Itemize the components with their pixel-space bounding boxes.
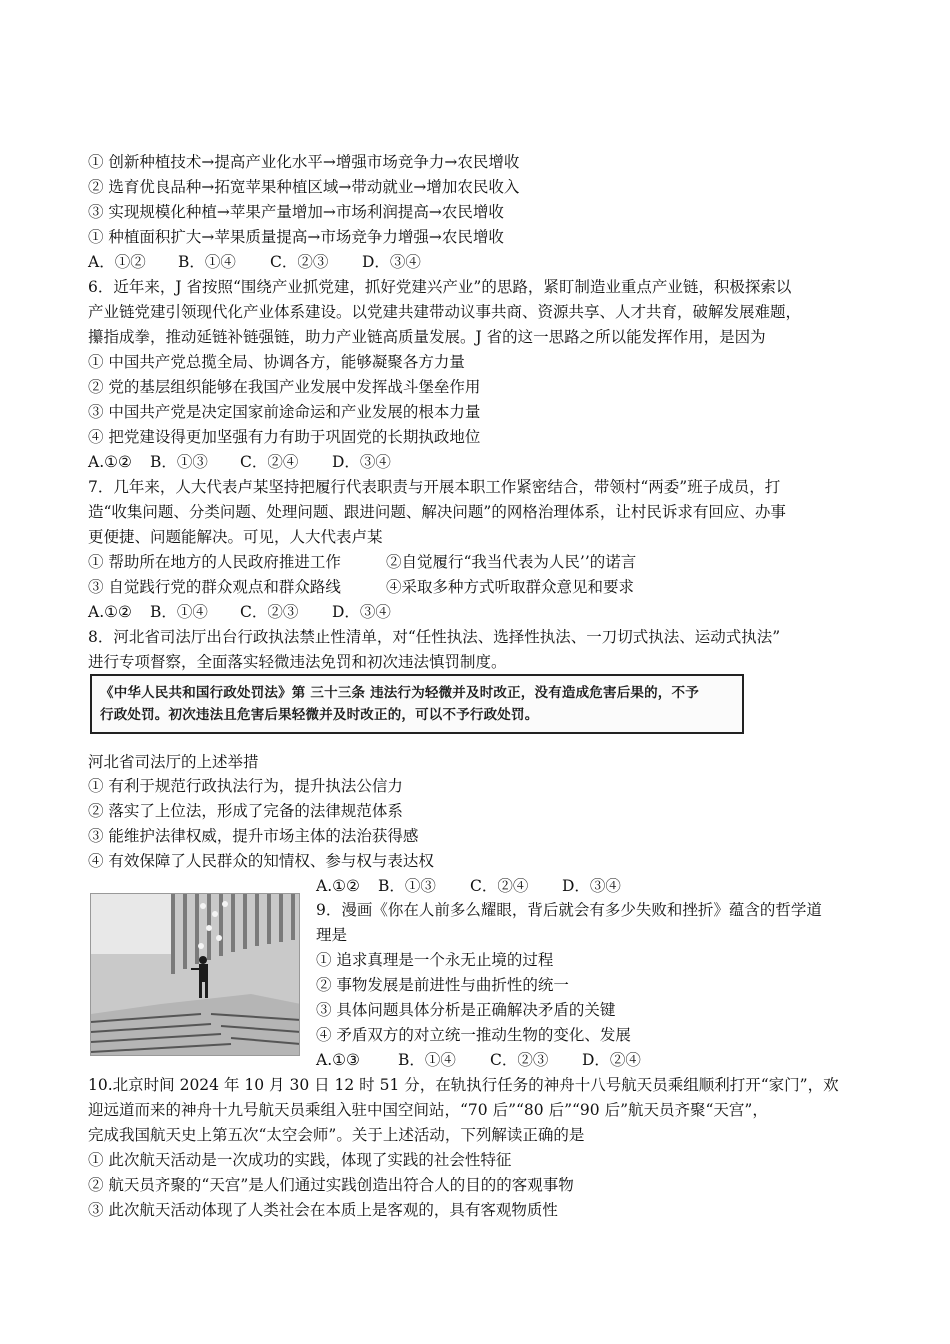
q8-choice-b: B．①③ [378,877,436,895]
q9-option-3: ③ 具体问题具体分析是正确解决矛盾的关键 [316,1001,616,1019]
q6-choice-a: A.①② [88,453,132,471]
law-excerpt-line-1: 《中华人民共和国行政处罚法》第 三十三条 违法行为轻微并及时改正，没有造成危害后果的，不予 [100,685,699,701]
q5-choice-a: A．①② [88,253,146,271]
q8-stem-1: 8．河北省司法厅出台行政执法禁止性清单，对“任性执法、选择性执法、一刀切式执法、运动式执法” [88,628,781,646]
q8-option-2: ② 落实了上位法，形成了完备的法律规范体系 [88,802,403,820]
q10-option-2: ② 航天员齐聚的“天宫”是人们通过实践创造出符合人的目的的客观事物 [88,1176,574,1194]
q8-choices [316,876,621,896]
q5-option-1: ① 创新种植技术→提高产业化水平→增强市场竞争力→农民增收 [88,153,520,171]
q9-choice-c: C．②③ [490,1051,549,1069]
q9-choice-d: D．②④ [582,1051,641,1069]
q7-stem-3: 更便捷、问题能解决。可见，人大代表卢某 [88,528,383,546]
q6-stem-1: 6．近年来，J 省按照“围绕产业抓党建，抓好党建兴产业”的思路，紧盯制造业重点产业链，积极探索以 [88,278,792,296]
q6-option-3: ③ 中国共产党是决定国家前途命运和产业发展的根本力量 [88,403,481,421]
q6-choice-d: D．③④ [332,453,391,471]
q8-option-4: ④ 有效保障了人民群众的知情权、参与权与表达权 [88,852,434,870]
q8-choice-a: A.①② [316,877,360,895]
q6-choice-c: C．②④ [240,453,299,471]
q6-stem-2: 产业链党建引领现代化产业体系建设。以党建共建带动议事共商、资源共享、人才共育，破解发展难题， [88,303,802,321]
q5-option-2: ② 选育优良品种→拓宽苹果种植区域→带动就业→增加农民收入 [88,178,520,196]
q6-choices [88,452,391,472]
q8-choice-c: C．②④ [470,877,529,895]
q5-option-4: ① 种植面积扩大→苹果质量提高→市场竞争力增强→农民增收 [88,228,504,246]
q9-choice-a: A.①③ [316,1051,360,1069]
q5-choice-d: D．③④ [362,253,421,271]
q6-choice-b: B．①③ [150,453,208,471]
q10-option-1: ① 此次航天活动是一次成功的实践，体现了实践的社会性特征 [88,1151,512,1169]
cartoon-image [90,893,300,1056]
q7-option-4: ④采取多种方式听取群众意见和要求 [386,578,635,596]
q7-stem-1: 7．几年来，人大代表卢某坚持把履行代表职责与开展本职工作紧密结合，带领村“两委”班子成员，打 [88,478,781,496]
q8-lead: 河北省司法厅的上述举措 [88,753,259,771]
q8-option-3: ③ 能维护法律权威，提升市场主体的法治获得感 [88,827,419,845]
q6-option-1: ① 中国共产党总揽全局、协调各方，能够凝聚各方力量 [88,353,465,371]
q7-stem-2: 造“收集问题、分类问题、处理问题、跟进问题、解决问题”的网格治理体系，让村民诉求有回应、办事 [88,503,786,521]
q9-option-1: ① 追求真理是一个永无止境的过程 [316,951,554,969]
q7-choice-a: A.①② [88,603,132,621]
q5-choice-b: B．①④ [178,253,236,271]
q7-option-1: ① 帮助所在地方的人民政府推进工作 [88,553,341,571]
q7-choice-b: B．①④ [150,603,208,621]
q6-stem-3: 攥指成拳，推动延链补链强链，助力产业链高质量发展。J 省的这一思路之所以能发挥作用，是因为 [88,328,766,346]
q7-option-3: ③ 自觉践行党的群众观点和群众路线 [88,578,341,596]
q10-stem-3: 完成我国航天史上第五次“太空会师”。关于上述活动，下列解读正确的是 [88,1126,585,1144]
q5-option-3: ③ 实现规模化种植→苹果产量增加→市场利润提高→农民增收 [88,203,504,221]
q5-choices [88,252,421,272]
q7-option-2: ②自觉履行“我当代表为人民’’的诺言 [386,553,637,571]
q7-choice-d: D．③④ [332,603,391,621]
q7-choices [88,602,391,622]
q9-choice-b: B．①④ [398,1051,456,1069]
q8-choice-d: D．③④ [562,877,621,895]
q5-choice-c: C．②③ [270,253,329,271]
q10-stem-1: 10.北京时间 2024 年 10 月 30 日 12 时 51 分，在轨执行任务的神舟十八号航天员乘组顺利打开“家门”，欢 [88,1076,839,1094]
q9-option-2: ② 事物发展是前进性与曲折性的统一 [316,976,569,994]
q8-stem-2: 进行专项督察，全面落实轻微违法免罚和初次违法慎罚制度。 [88,653,507,671]
q6-option-2: ② 党的基层组织能够在我国产业发展中发挥战斗堡垒作用 [88,378,481,396]
q8-option-1: ① 有利于规范行政执法行为，提升执法公信力 [88,777,403,795]
q10-option-3: ③ 此次航天活动体现了人类社会在本质上是客观的，具有客观物质性 [88,1201,558,1219]
q9-choices [316,1050,641,1070]
q6-option-4: ④ 把党建设得更加坚强有力有助于巩固党的长期执政地位 [88,428,481,446]
law-excerpt-box [90,674,744,734]
q9-stem-1: 9．漫画《你在人前多么耀眼，背后就会有多少失败和挫折》蕴含的哲学道 [316,901,822,919]
q7-choice-c: C．②③ [240,603,299,621]
q10-stem-2: 迎远道而来的神舟十九号航天员乘组入驻中国空间站，“70 后”“80 后”“90 后”航天员齐聚“天宫”， [88,1101,768,1119]
law-excerpt-line-2: 行政处罚。初次违法且危害后果轻微并及时改正的，可以不予行政处罚。 [100,707,539,723]
q9-stem-2: 理是 [316,926,348,944]
q9-option-4: ④ 矛盾双方的对立统一推动生物的变化、发展 [316,1026,631,1044]
